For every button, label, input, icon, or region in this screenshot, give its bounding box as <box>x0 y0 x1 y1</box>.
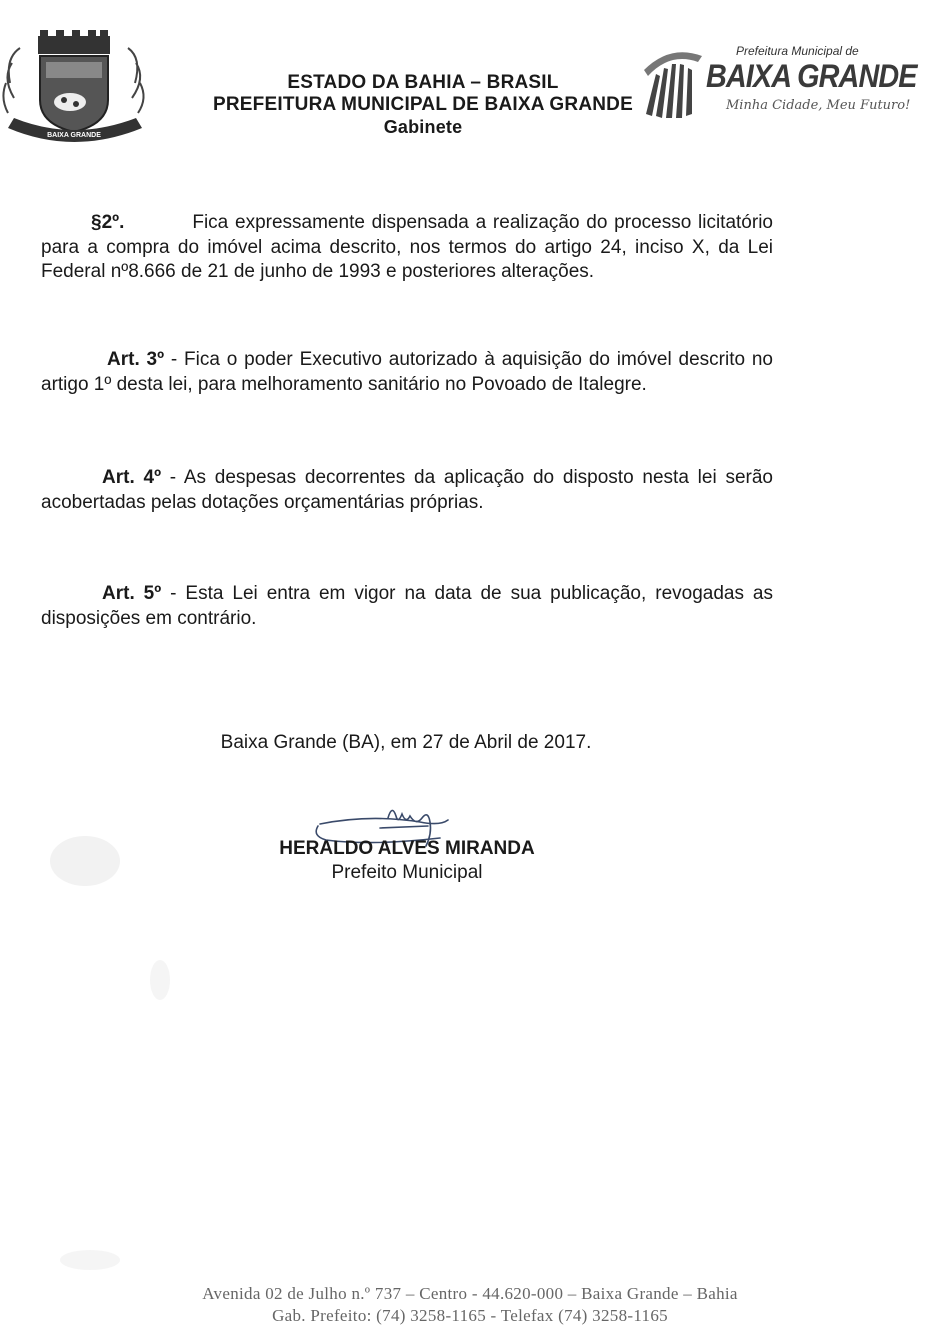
paragraph-2 <box>41 211 773 285</box>
sunburst-logo-icon <box>640 34 706 124</box>
municipal-logo <box>640 34 917 124</box>
department-heading: Gabinete <box>383 117 463 137</box>
article-3-text: - Fica o poder Executivo autorizado à aquisição do imóvel descrito no artigo 1º desta lei, para melhoramento sanitário no Povoado de Italegre. <box>41 349 773 395</box>
paragraph-2-text: Fica expressamente dispensada a realização do processo licitatório para a compra do imóvel acima descrito, nos termos do artigo 24, inciso X, da Lei Federal nº8.666 de 21 de junho de 1993 e posteriores alterações. <box>41 212 773 282</box>
article-4-text: - As despesas decorrentes da aplicação do disposto nesta lei serão acobertadas pelas dotações orçamentárias próprias. <box>41 467 773 513</box>
scan-artifact <box>50 836 120 886</box>
letterhead <box>150 72 696 138</box>
scan-artifact <box>150 960 170 1000</box>
article-5-label: Art. 5º <box>102 583 162 604</box>
article-5 <box>41 582 773 631</box>
paragraph-2-label: §2º. <box>91 212 125 233</box>
signatory-title: Prefeito Municipal <box>331 862 483 883</box>
signatory-name: HERALDO ALVES MIRANDA <box>279 838 535 859</box>
footer-phone: Gab. Prefeito: (74) 3258-1165 - Telefax (74) 3258-1165 <box>272 1306 668 1325</box>
footer-address: Avenida 02 de Julho n.º 737 – Centro - 44.620-000 – Baixa Grande – Bahia <box>202 1284 738 1303</box>
scan-artifact <box>60 1250 120 1270</box>
logo-top-text: Prefeitura Municipal de <box>736 44 859 58</box>
municipality-heading: PREFEITURA MUNICIPAL DE BAIXA GRANDE <box>213 94 633 115</box>
article-4-label: Art. 4º <box>102 467 162 488</box>
logo-slogan-text: Minha Cidade, Meu Futuro! <box>726 98 911 113</box>
article-4 <box>41 466 773 515</box>
logo-name-text: BAIXA GRANDE <box>706 58 917 94</box>
article-5-text: - Esta Lei entra em vigor na data de sua publicação, revogadas as disposições em contrário. <box>41 583 773 629</box>
article-3-label: Art. 3º <box>107 349 165 370</box>
state-heading: ESTADO DA BAHIA – BRASIL <box>287 72 559 93</box>
article-3 <box>41 348 773 397</box>
coat-of-arms-text: BAIXA GRANDE <box>47 132 101 139</box>
coat-of-arms-icon <box>0 28 150 146</box>
date-line: Baixa Grande (BA), em 27 de Abril de 2017. <box>220 732 592 753</box>
